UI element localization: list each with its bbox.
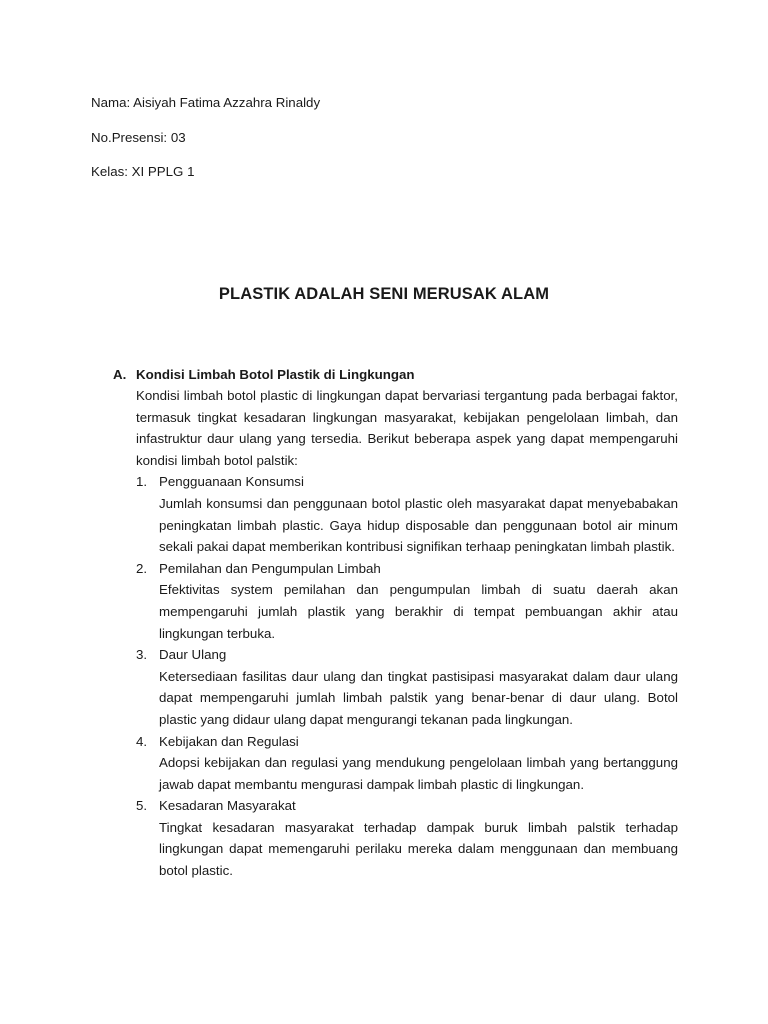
aspect-list <box>136 471 678 881</box>
list-item-text: Tingkat kesadaran masyarakat terhadap dampak buruk limbah palstik terhadap lingkungan dapat memengaruhi perilaku mereka dalam menggunaan dan membuang botol plastic. <box>159 819 678 879</box>
list-item <box>136 731 678 796</box>
list-item <box>136 644 678 730</box>
list-item-number: 2. <box>136 560 148 576</box>
list-item-title: Daur Ulang <box>159 647 227 663</box>
section-letter: A. <box>113 367 127 382</box>
list-item-number: 3. <box>136 647 148 663</box>
list-item-text: Efektivitas system pemilahan dan pengumpulan limbah di suatu daerah akan mempengaruhi jumlah plastik yang berakhir di tempat pembuangan akhir atau lingkungan terbuka. <box>159 582 678 641</box>
list-item-number: 1. <box>136 474 148 490</box>
list-item <box>136 795 678 881</box>
section-body <box>136 385 678 882</box>
list-item-number: 5. <box>136 798 148 814</box>
section-intro: Kondisi limbah botol plastic di lingkungan dapat bervariasi tergantung pada berbagai faktor, termasuk tingkat kesadaran lingkungan masyarakat, kebijakan pengelolaan limbah, dan infastruktur daur ulang yang tersedia. Berikut beberapa aspek yang dapat mempengaruhi kondisi limbah botol palstik: <box>136 388 678 468</box>
section-heading <box>113 365 678 385</box>
student-name: Nama: Aisiyah Fatima Azzahra Rinaldy <box>91 95 321 110</box>
list-item-title: Pengguanaan Konsumsi <box>159 474 304 490</box>
list-item <box>136 471 678 557</box>
list-item-title: Kebijakan dan Regulasi <box>159 733 299 749</box>
list-item-text: Adopsi kebijakan dan regulasi yang mendukung pengelolaan limbah yang bertanggung jawab dapat membantu mengurasi dampak limbah plastic di lingkungan. <box>159 755 678 792</box>
student-class: Kelas: XI PPLG 1 <box>91 164 195 179</box>
section-a <box>113 365 678 882</box>
list-item-number: 4. <box>136 733 148 749</box>
document-title: PLASTIK ADALAH SENI MERUSAK ALAM <box>218 285 550 303</box>
list-item-title: Pemilahan dan Pengumpulan Limbah <box>159 560 381 576</box>
list-item-text: Jumlah konsumsi dan penggunaan botol plastic oleh masyarakat dapat menyebabakan peningkatan limbah plastic. Gaya hidup disposable dan penggunaan botol air minum sekali pakai dapat memberikan kontribusi signifikan terhaap peningkatan limbah plastik. <box>159 495 678 555</box>
section-heading-text: Kondisi Limbah Botol Plastik di Lingkungan <box>136 367 415 382</box>
list-item <box>136 558 678 644</box>
list-item-text: Ketersediaan fasilitas daur ulang dan tingkat pastisipasi masyarakat dalam daur ulang dapat mempengaruhi jumlah limbah palstik yang benar-benar di daur ulang. Botol plastic yang didaur ulang dapat mengurangi tekanan pada lingkungan. <box>159 668 678 727</box>
student-attendance-number: No.Presensi: 03 <box>91 130 186 145</box>
list-item-title: Kesadaran Masyarakat <box>159 798 296 814</box>
